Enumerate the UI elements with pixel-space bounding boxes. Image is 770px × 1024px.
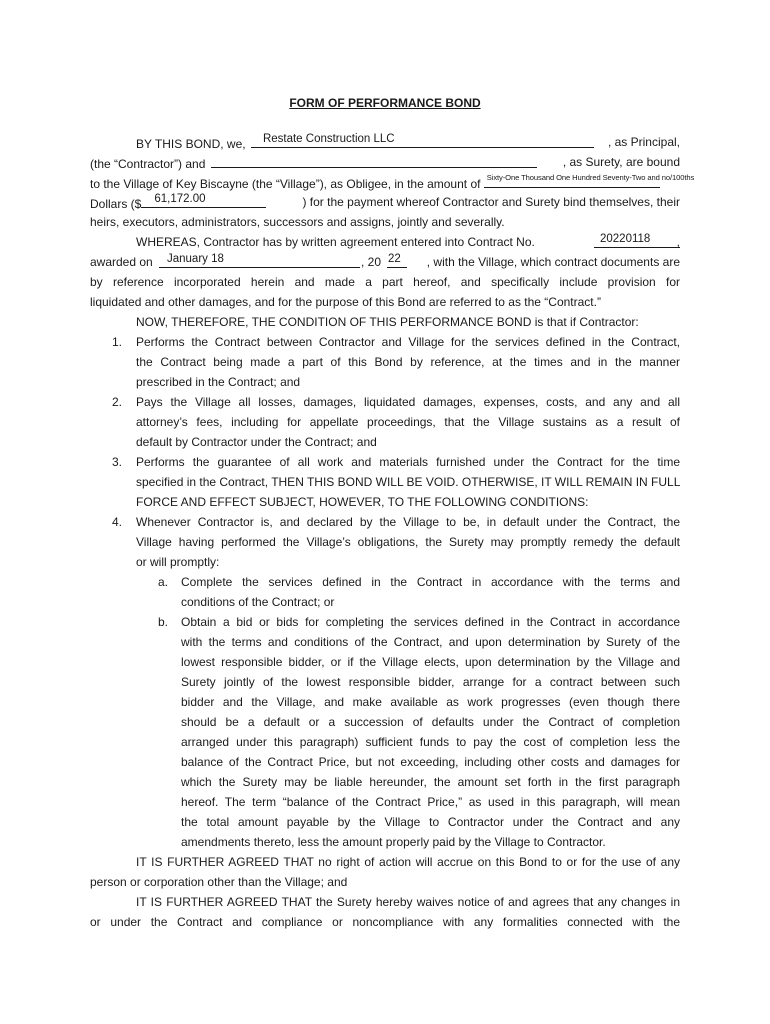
- sub-b-line: hereof. The term “balance of the Contract Price,” as used in this paragraph, will mean: [181, 795, 680, 809]
- item-3-line: Performs the guarantee of all work and materials furnished under the Contract for the time: [136, 455, 680, 469]
- principal-line: [136, 135, 680, 151]
- sub-b-line: arranged under this paragraph) sufficient funds to pay the cost of completion less the: [181, 735, 680, 749]
- award-date-value: January 18: [167, 253, 224, 265]
- sub-b-line: Surety jointly of the lowest responsible bidder, arrange for a contract between such: [181, 675, 680, 689]
- item-4-line: or will promptly:: [136, 555, 220, 569]
- principal-value: Restate Construction LLC: [262, 133, 395, 145]
- waiver-line: IT IS FURTHER AGREED THAT the Surety hereby waives notice of and agrees that any changes in: [136, 895, 680, 909]
- contract-no-comma: ,: [676, 235, 680, 249]
- item-1-number: 1.: [112, 335, 123, 349]
- sub-b-line: bidder and the Village, and make available as work progresses (even though there: [181, 695, 680, 709]
- item-4-number: 4.: [112, 515, 123, 529]
- obligee-text: to the Village of Key Biscayne (the “Village”), as Obligee, in the amount of: [90, 177, 481, 191]
- sub-b-line: which the Surety may be liable hereunder, the amount set forth in the first paragraph: [181, 775, 680, 789]
- liquidated-line: liquidated and other damages, and for the purpose of this Bond are referred to as the “Contract.”: [90, 295, 601, 309]
- sub-a-line: Complete the services defined in the Contract in accordance with the terms and: [181, 575, 680, 589]
- dollars-label: Dollars ($: [90, 197, 142, 211]
- payment-text: ) for the payment whereof Contractor and Surety bind themselves, their: [302, 195, 680, 209]
- sub-b-line: amendments thereto, less the amount properly paid by the Village to Contractor.: [181, 835, 606, 849]
- sub-b-letter: b.: [158, 615, 169, 629]
- obligee-line: [90, 173, 695, 191]
- amount-words-field[interactable]: [484, 173, 695, 188]
- document-title: FORM OF PERFORMANCE BOND: [289, 96, 481, 110]
- waiver-line: or under the Contract and compliance or noncompliance with any formalities connected with the: [90, 915, 680, 929]
- condition-line: NOW, THEREFORE, THE CONDITION OF THIS PERFORMANCE BOND is that if Contractor:: [136, 315, 639, 329]
- awarded-label: awarded on: [90, 255, 153, 269]
- contract-no-line: [136, 235, 680, 249]
- year-value: 22: [388, 253, 401, 265]
- item-2-line: attorney’s fees, including for appellate proceedings, that the Village sustains as a result of: [136, 415, 680, 429]
- principal-intro: BY THIS BOND, we,: [136, 137, 246, 151]
- award-date-field[interactable]: [159, 255, 360, 268]
- contract-no-field[interactable]: [594, 235, 680, 248]
- item-1-line: the Contract being made a part of this Bond by reference, at the times and in the manner: [136, 355, 680, 369]
- no-right-of-action-line: IT IS FURTHER AGREED THAT no right of action will accrue on this Bond to or for the use of any: [136, 855, 680, 869]
- year-field[interactable]: [387, 255, 407, 268]
- item-3-line: FORCE AND EFFECT SUBJECT, HOWEVER, TO THE FOLLOWING CONDITIONS:: [136, 495, 589, 509]
- award-tail: , with the Village, which contract documents are: [426, 255, 680, 269]
- item-3-number: 3.: [112, 455, 123, 469]
- sub-b-line: lowest responsible bidder, or if the Village elects, upon determination by the Village and: [181, 655, 680, 669]
- surety-intro: (the “Contractor”) and: [90, 157, 206, 171]
- whereas-text: WHEREAS, Contractor has by written agreement entered into Contract No.: [136, 235, 535, 249]
- heirs-line: heirs, executors, administrators, successors and assigns, jointly and severally.: [90, 215, 505, 229]
- amount-number-value: 61,172.00: [154, 193, 206, 205]
- dollars-line: [90, 195, 680, 211]
- amount-number-field[interactable]: [141, 195, 266, 208]
- sub-a-letter: a.: [158, 575, 169, 589]
- surety-field[interactable]: [211, 155, 537, 168]
- principal-field[interactable]: [251, 135, 594, 148]
- year-prefix: , 20: [361, 255, 382, 269]
- sub-b-line: the total amount payable by the Village to Contractor under the Contract and any: [181, 815, 680, 829]
- sub-b-line: balance of the Contract Price, but not exceeding, including other costs and damages for: [181, 755, 680, 769]
- item-2-number: 2.: [112, 395, 123, 409]
- surety-line: [90, 155, 680, 171]
- principal-role: , as Principal,: [607, 135, 680, 149]
- item-2-line: Pays the Village all losses, damages, liquidated damages, expenses, costs, and any and all: [136, 395, 680, 409]
- contract-no-value: 20220118: [600, 233, 651, 245]
- no-right-of-action-line: person or corporation other than the Village; and: [90, 875, 348, 889]
- item-2-line: default by Contractor under the Contract; and: [136, 435, 377, 449]
- incorporated-line: by reference incorporated herein and made a part hereof, and specifically include provision for: [90, 275, 680, 289]
- item-1-line: Performs the Contract between Contractor and Village for the services defined in the Contract,: [136, 335, 680, 349]
- sub-b-line: with the terms and conditions of the Contract, and upon determination by Surety of the: [181, 635, 680, 649]
- item-3-line: specified in the Contract, THEN THIS BOND WILL BE VOID. OTHERWISE, IT WILL REMAIN IN FULL: [136, 475, 681, 489]
- sub-b-line: should be a default or a succession of defaults under the Contract of completion: [181, 715, 680, 729]
- surety-role: , as Surety, are bound: [562, 155, 680, 169]
- item-4-line: Village having performed the Village’s obligations, the Surety may promptly remedy the default: [136, 535, 680, 549]
- item-1-line: prescribed in the Contract; and: [136, 375, 301, 389]
- award-line: [90, 255, 680, 269]
- amount-words-value: Sixty-One Thousand One Hundred Seventy-Two and no/100ths: [486, 173, 695, 182]
- item-4-line: Whenever Contractor is, and declared by the Village to be, in default under the Contract, the: [136, 515, 680, 529]
- sub-b-line: Obtain a bid or bids for completing the services defined in the Contract in accordance: [181, 615, 680, 629]
- sub-a-line: conditions of the Contract; or: [181, 595, 335, 609]
